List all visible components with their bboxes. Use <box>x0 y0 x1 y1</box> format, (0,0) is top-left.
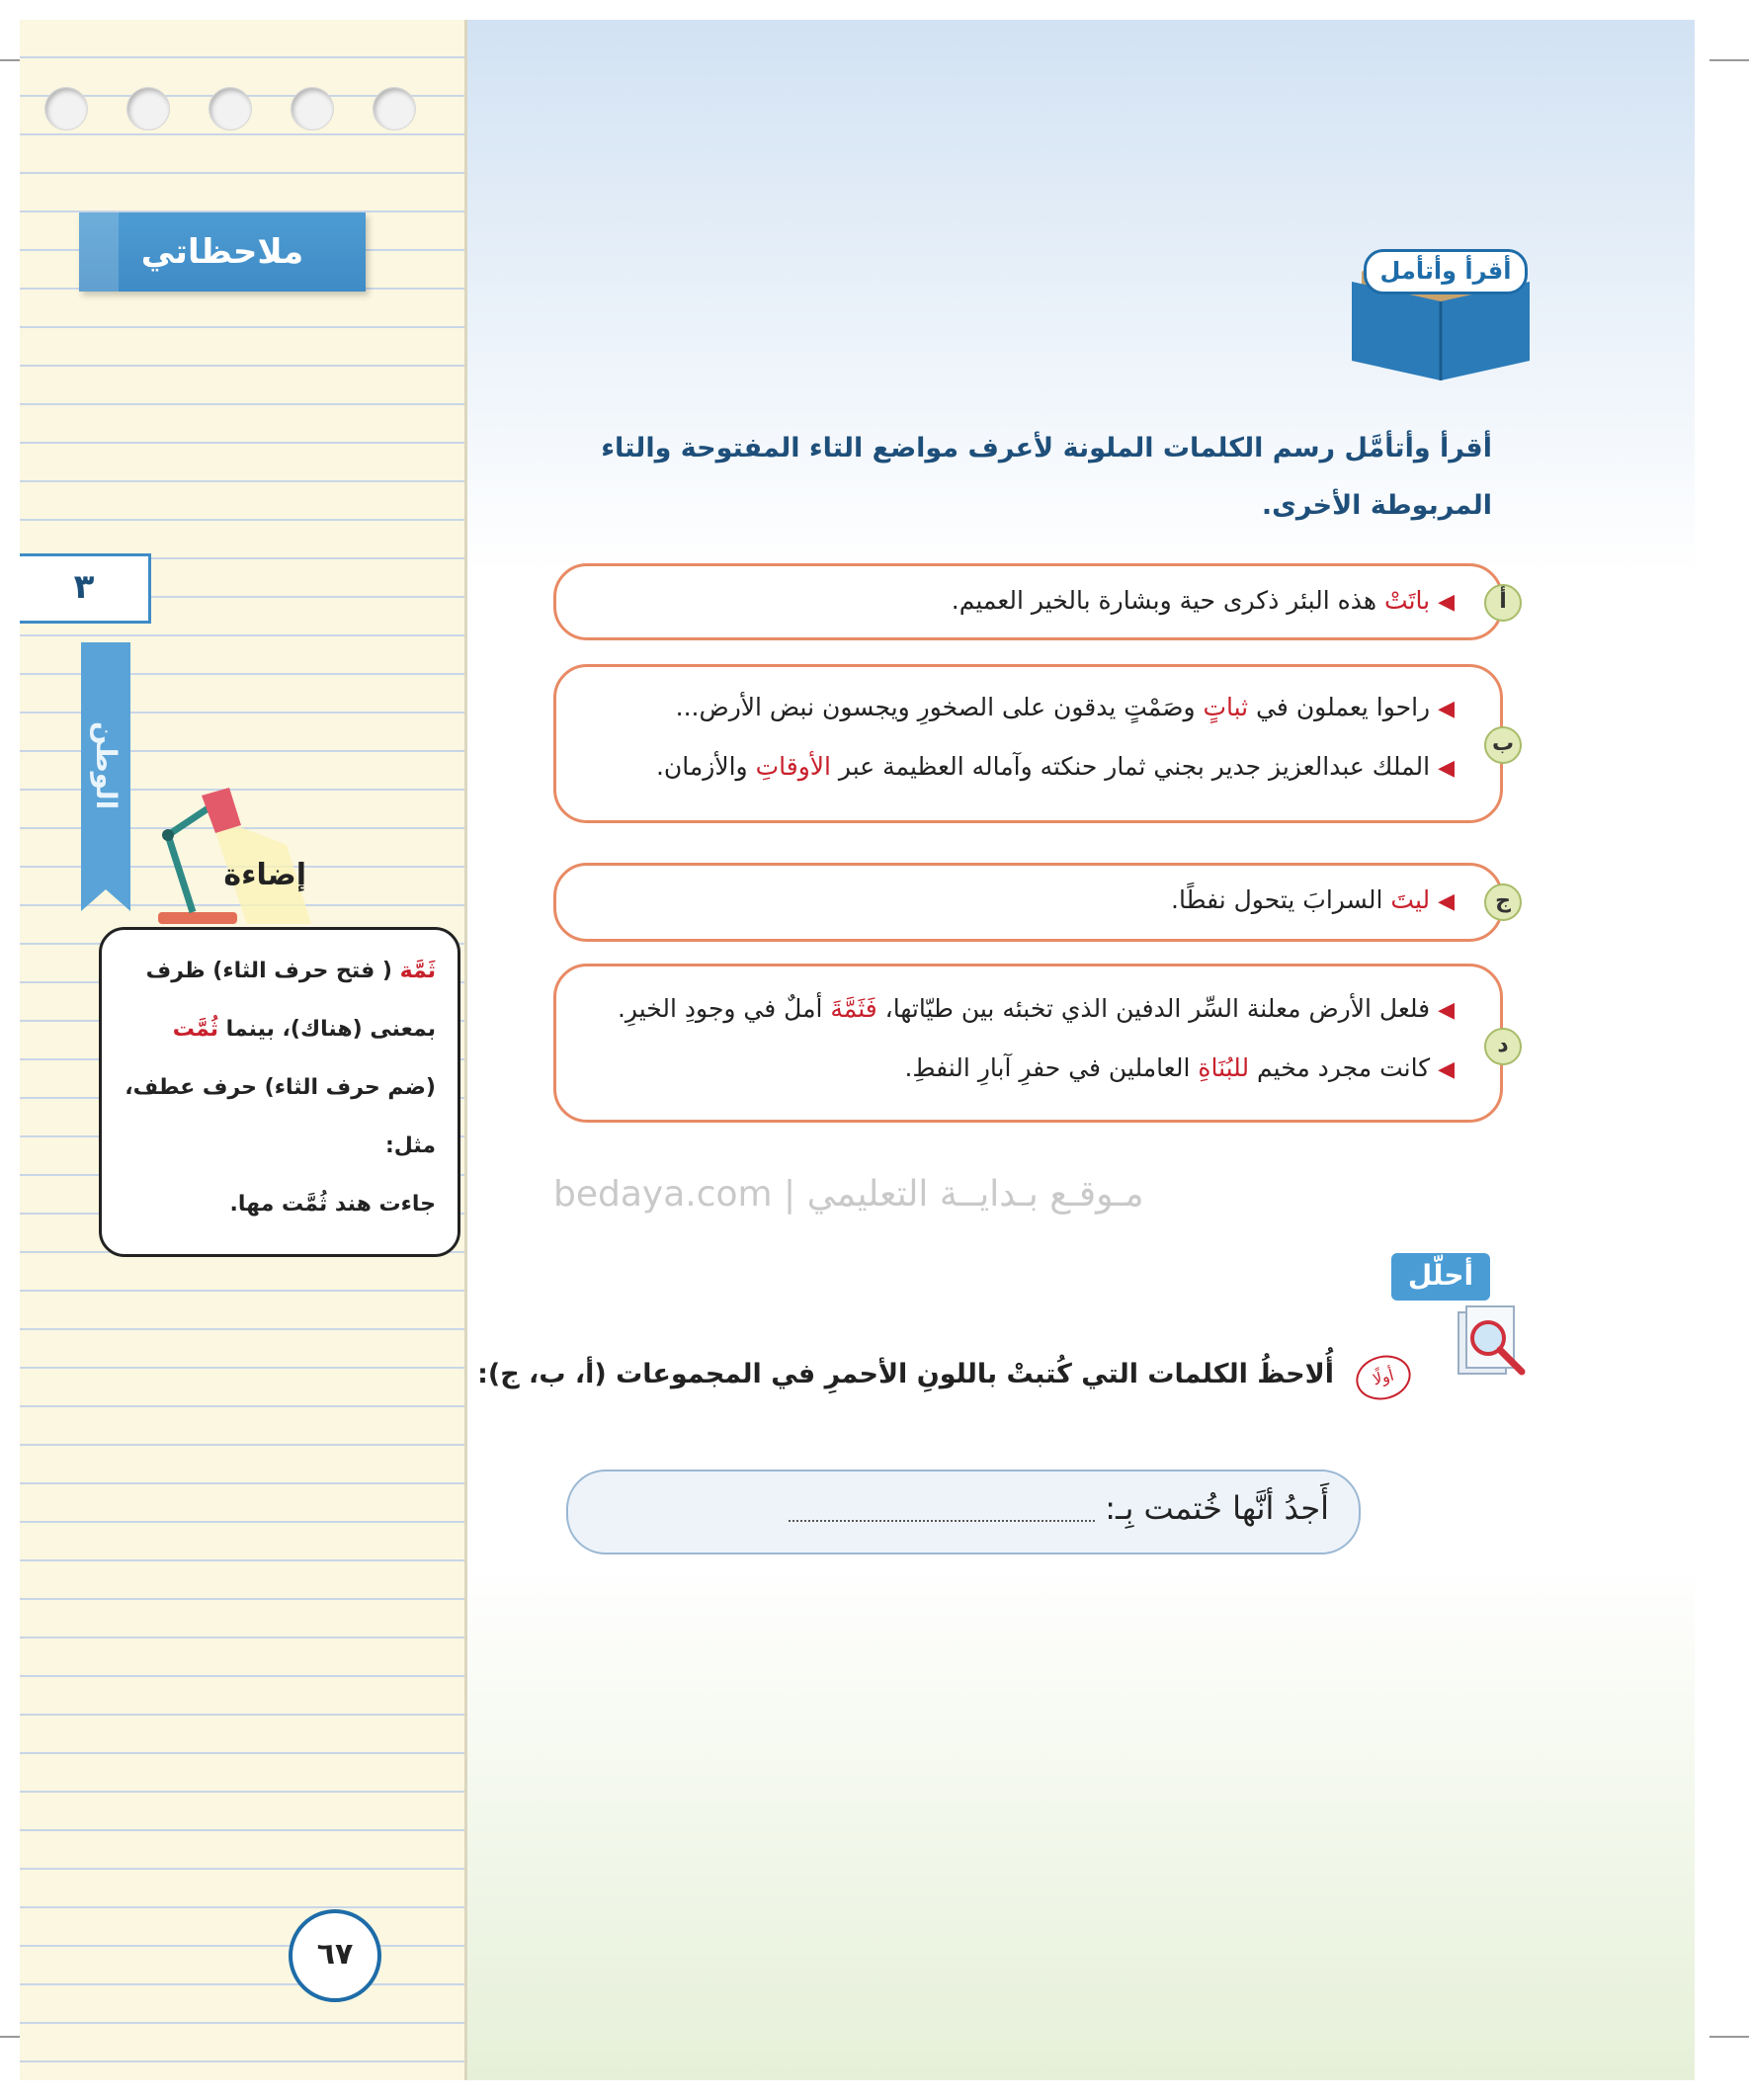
example-line <box>576 885 1455 914</box>
arrow-icon: ◀ <box>1438 1057 1455 1082</box>
example-line <box>576 994 1455 1023</box>
line-text: فلعل الأرض معلنة السِّر الدفين الذي تخبئه بين طيّاتها، <box>876 994 1431 1023</box>
arrow-icon: ◀ <box>1438 756 1455 781</box>
line-text: السرابَ يتحول نفطًا. <box>1171 885 1391 914</box>
example-line <box>576 1053 1455 1082</box>
arrow-icon: ◀ <box>1438 590 1455 615</box>
arrow-icon: ◀ <box>1438 697 1455 721</box>
group-label: ج <box>1484 883 1522 921</box>
intro-text: أقرأ وأتأمَّل رسم الكلمات الملونة لأعرف مواضع التاء المفتوحة والتاء المربوطة الأخرى. <box>601 433 1492 521</box>
line-text: والأزمان. <box>655 752 756 781</box>
tip-text-1: ( فتح حرف الثاء) ظرف بمعنى (هناك)، بينما <box>145 959 436 1042</box>
unit-number: ٣ <box>20 553 151 624</box>
tip-word-open: ثَمَّة <box>399 959 436 983</box>
example-line <box>576 693 1455 721</box>
line-text: وصَمْتٍ يدقون على الصخورِ ويجسون نبض الأرض... <box>675 693 1204 721</box>
tip-example: جاءت هند ثُمَّت مها. <box>229 1192 436 1217</box>
line-text: كانت مجرد مخيم <box>1249 1053 1431 1082</box>
unit-ribbon <box>81 642 130 889</box>
tip-title: إضاءة <box>223 858 306 892</box>
crop-mark <box>1709 59 1749 61</box>
crop-mark <box>1709 2036 1749 2038</box>
highlighted-word: باتَتْ <box>1384 586 1431 615</box>
highlighted-word: ثباتٍ <box>1203 693 1249 721</box>
highlighted-word: الأوقاتِ <box>755 752 831 781</box>
tip-text <box>120 942 436 1233</box>
tip-box <box>99 927 460 1257</box>
page-number: ٦٧ <box>289 1909 381 2002</box>
section-label: أقرأ وأتأمل <box>1364 249 1528 294</box>
highlighted-word: ليتَ <box>1390 885 1431 914</box>
step-badge: أولًا <box>1351 1350 1415 1406</box>
example-group-b <box>553 664 1515 823</box>
binder-hole <box>208 87 252 130</box>
answer-blank[interactable] <box>789 1498 1095 1522</box>
answer-field[interactable] <box>566 1470 1361 1554</box>
group-label: د <box>1484 1028 1522 1065</box>
unit-name: الوطن <box>90 721 123 810</box>
analyze-label: أحلّل <box>1391 1253 1490 1301</box>
highlighted-word: للبُنَاةِ <box>1198 1053 1250 1082</box>
arrow-icon: ◀ <box>1438 998 1455 1023</box>
answer-prompt <box>789 1489 1329 1527</box>
binder-hole <box>373 87 416 130</box>
line-text: هذه البئر ذكرى حية وبشارة بالخير العميم. <box>951 586 1385 615</box>
magnifier-document-icon <box>1453 1304 1532 1393</box>
answer-prompt-text: أَجدُ أنَّها خُتمت بِـ: <box>1105 1489 1329 1527</box>
binder-hole <box>44 87 88 130</box>
tip-text-2: (ضم حرف الثاء) حرف عطف، مثل: <box>125 1075 436 1158</box>
example-group-a <box>553 563 1507 640</box>
group-label: ب <box>1484 726 1522 764</box>
line-text: الملك عبدالعزيز جدير بجني ثمار حنكته وآماله العظيمة عبر <box>830 752 1431 781</box>
binder-hole <box>126 87 170 130</box>
line-text: أملٌ في وجودِ الخيرِ. <box>617 994 831 1023</box>
line-text: راحوا يعملون في <box>1248 693 1431 721</box>
line-text: العاملين في حفرِ آبارِ النفطِ. <box>904 1053 1199 1082</box>
analysis-question: أُلاحظُ الكلمات التي كُتبتْ باللونِ الأحمرِ في المجموعات (أ، ب، ج): <box>477 1359 1334 1389</box>
arrow-icon: ◀ <box>1438 889 1455 914</box>
example-group-d <box>553 964 1509 1123</box>
notes-tab: ملاحظاتي <box>79 212 366 292</box>
example-line <box>576 586 1455 615</box>
example-group-c <box>553 863 1511 942</box>
group-label: أ <box>1484 584 1522 622</box>
watermark: bedaya.com | مـوقـع بـدايــة التعليمي <box>553 1174 1144 1215</box>
tip-word-closed: ثُمَّت <box>172 1017 218 1042</box>
binder-hole <box>291 87 334 130</box>
highlighted-word: فَثَمَّةَ <box>830 994 877 1023</box>
example-line <box>576 752 1455 781</box>
